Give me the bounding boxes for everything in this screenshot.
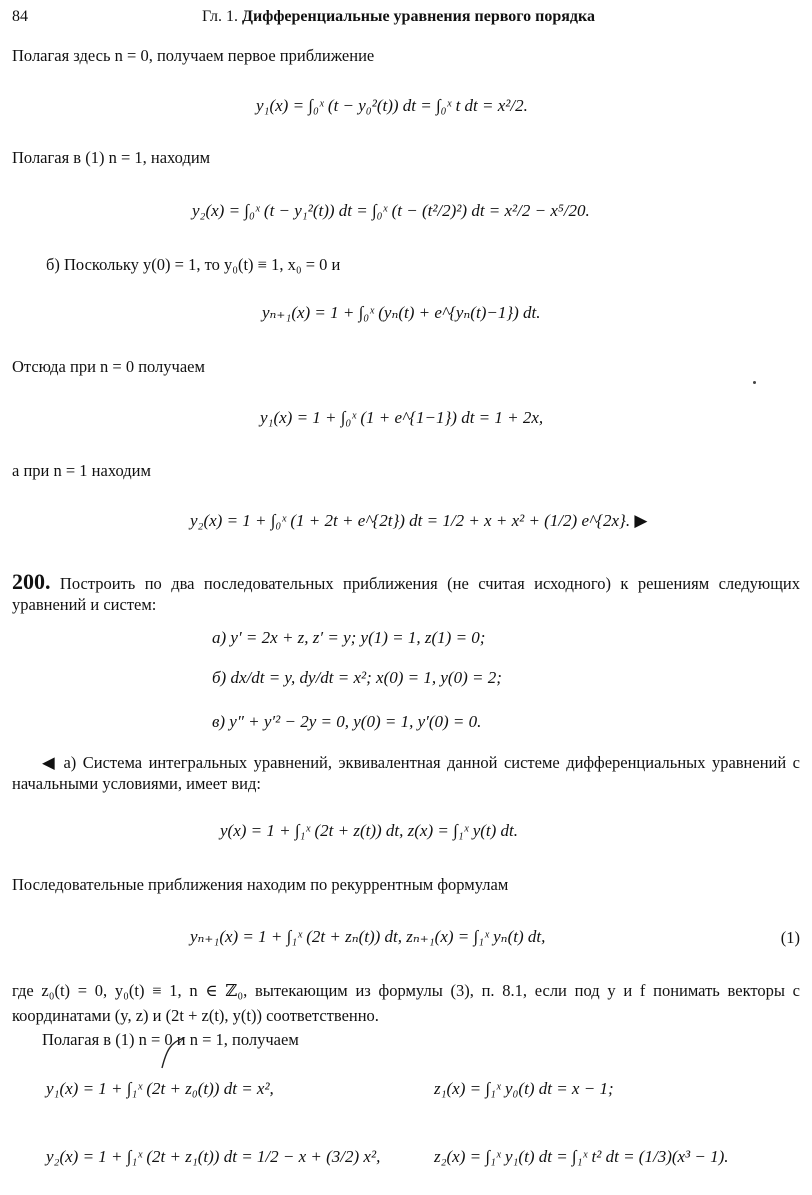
problem-statement: Построить по два последовательных приближения (не считая исходного) к решениям следующих уравнений и систем: — [12, 574, 800, 614]
chapter-prefix: Гл. 1. — [202, 8, 239, 25]
formula-y1-a: y₁(x) = 1 + ∫₁ˣ (2t + z₀(t)) dt = x², — [46, 1079, 274, 1098]
formula-y2-a: y₂(x) = 1 + ∫₁ˣ (2t + z₁(t)) dt = 1/2 − x + (3/2) x², — [46, 1147, 381, 1166]
chapter-title: Дифференциальные уравнения первого порядка — [242, 8, 595, 25]
formula-z1-a: z₁(x) = ∫₁ˣ y₀(t) dt = x − 1; — [434, 1079, 614, 1098]
text-line-5: а при n = 1 находим — [12, 461, 151, 480]
formula-y2: y₂(x) = ∫₀ˣ (t − y₁²(t)) dt = ∫₀ˣ (t − (t²/2)²) dt = x²/2 − x⁵/20. — [192, 201, 590, 220]
page-number: 84 — [12, 8, 28, 25]
text-line-4: Отсюда при n = 0 получаем — [12, 357, 205, 376]
text-line-2: Полагая в (1) n = 1, находим — [12, 148, 211, 167]
formula-recurrent: yₙ₊₁(x) = 1 + ∫₁ˣ (2t + zₙ(t)) dt, zₙ₊₁(x) = ∫₁ˣ yₙ(t) dt, — [190, 927, 546, 946]
text-line-6: Последовательные приближения находим по рекуррентным формулам — [12, 875, 509, 894]
problem-200 — [12, 571, 800, 615]
formula-y1-b: y₁(x) = 1 + ∫₀ˣ (1 + e^{1−1}) dt = 1 + 2x, — [260, 408, 544, 427]
case-b: б) dx/dt = y, dy/dt = x²; x(0) = 1, y(0) = 2; — [212, 668, 502, 687]
formula-z2-a: z₂(x) = ∫₁ˣ y₁(t) dt = ∫₁ˣ t² dt = (1/3)(x³ − 1). — [434, 1147, 729, 1166]
running-title — [202, 8, 595, 26]
text-line-3: б) Поскольку y(0) = 1, то y₀(t) ≡ 1, x₀ = 0 и — [46, 255, 341, 274]
problem-number: 200. — [12, 569, 51, 594]
text-line-1: Полагая здесь n = 0, получаем первое приближение — [12, 46, 375, 65]
solution-a-intro: ◀ а) Система интегральных уравнений, эквивалентная данной системе дифференциальных уравнений с начальными условиями, имеет вид: — [12, 753, 800, 793]
case-v: в) y″ + y′² − 2y = 0, y(0) = 1, y′(0) = 0. — [212, 712, 482, 731]
formula-y1: y₁(x) = ∫₀ˣ (t − y₀²(t)) dt = ∫₀ˣ t dt = x²/2. — [256, 96, 528, 115]
pen-stroke-mark — [148, 1036, 188, 1070]
text-line-7: Полагая в (1) n = 0 и n = 1, получаем — [42, 1030, 299, 1049]
equation-number: (1) — [780, 928, 800, 947]
formula-integral-system: y(x) = 1 + ∫₁ˣ (2t + z(t)) dt, z(x) = ∫₁ˣ y(t) dt. — [220, 821, 519, 840]
case-a: а) y′ = 2x + z, z′ = y; y(1) = 1, z(1) = 0; — [212, 628, 486, 647]
formula-y2-b: y₂(x) = 1 + ∫₀ˣ (1 + 2t + e^{2t}) dt = 1/2 + x + x² + (1/2) e^{2x}. ▶ — [190, 511, 648, 530]
text-where: где z₀(t) = 0, y₀(t) ≡ 1, n ∈ ℤ₀, вытекающим из формулы (3), п. 8.1, если под y и f понимать векторы с координатами (y, z) и (2t + z(t), y(t)) соответственно. — [12, 981, 800, 1025]
page-header — [12, 6, 800, 32]
stray-dot — [753, 381, 756, 384]
formula-recurrence-b: yₙ₊₁(x) = 1 + ∫₀ˣ (yₙ(t) + e^{yₙ(t)−1}) dt. — [262, 303, 541, 322]
